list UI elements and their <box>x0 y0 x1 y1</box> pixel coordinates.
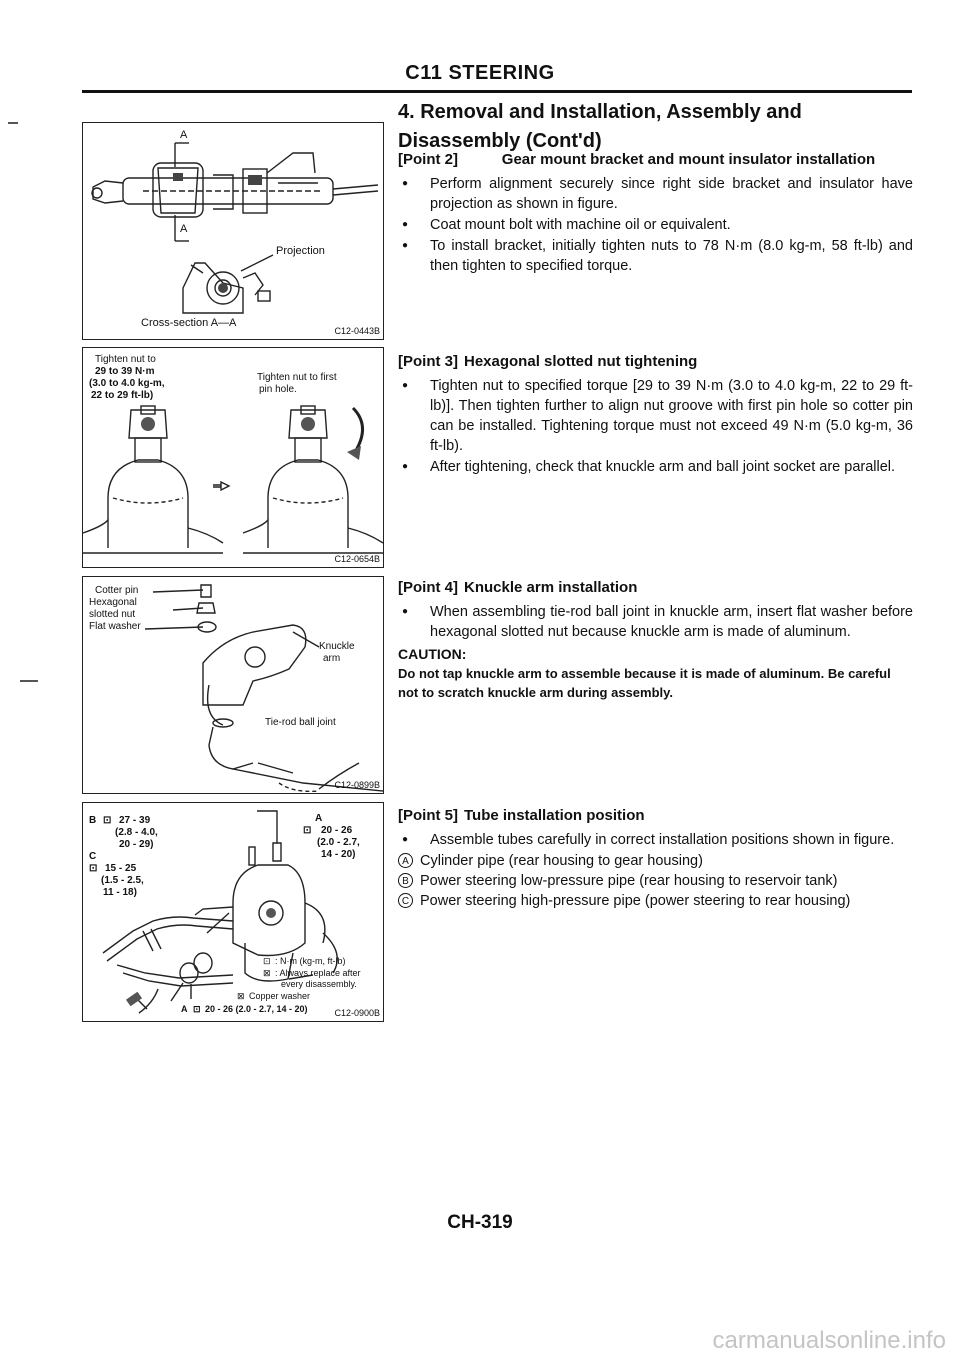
label-a-value-1: 20 - 26 <box>321 825 353 836</box>
letter-badge: C <box>398 893 413 908</box>
item-text: Cylinder pipe (rear housing to gear housing) <box>420 853 703 869</box>
figure-knuckle-arm <box>82 576 384 794</box>
caution-heading: CAUTION: <box>398 646 467 662</box>
label-hexagonal: Hexagonal <box>89 597 137 608</box>
watermark: carmanualsonline.info <box>712 1327 946 1354</box>
figure-code: C12-0654B <box>334 554 380 564</box>
section-point-2 <box>398 150 913 277</box>
point-label: [Point 5] <box>398 807 458 824</box>
header-rule <box>82 90 912 93</box>
list-item: ● When assembling tie-rod ball joint in knuckle arm, insert flat washer before hexagonal slotted nut because knuckle arm is made of aluminum. <box>398 602 913 642</box>
section-point-3 <box>398 352 913 478</box>
figure-tube-installation <box>82 802 384 1022</box>
point-title: Tube installation position <box>464 807 645 824</box>
list-item: ● Perform alignment securely since right side bracket and insulator have projection as shown in figure. <box>398 174 913 214</box>
label-tighten-first: Tighten nut to first <box>257 372 337 383</box>
section-main-title: 4. Removal and Installation, Assembly and Disassembly (Cont'd) <box>398 101 802 152</box>
section-title <box>398 806 913 826</box>
legend-torque-unit: : N·m (kg-m, ft-lb) <box>275 956 346 966</box>
legend-copper-washer: Copper washer <box>249 991 311 1001</box>
item-text: Power steering low-pressure pipe (rear housing to reservoir tank) <box>420 873 838 889</box>
label-flat-washer: Flat washer <box>89 621 141 632</box>
bullet-list <box>398 602 913 642</box>
torque-icon: ⊡ <box>89 863 98 874</box>
section-point-4 <box>398 578 913 702</box>
label-cotter-pin: Cotter pin <box>95 585 139 596</box>
caution-text: Do not tap knuckle arm to assemble because it is made of aluminum. Be careful not to scratch knuckle arm during assembly. <box>398 666 891 700</box>
label-bottom-value: 20 - 26 (2.0 - 2.7, 14 - 20) <box>205 1004 308 1014</box>
list-item <box>398 851 913 871</box>
list-item: ● Tighten nut to specified torque [29 to 39 N·m (3.0 to 4.0 kg-m, 22 to 29 ft-lb)]. Then tighten further to align nut groove with first pin hole so cotter pin can be installed. Tightening torque must not exceed 49 N·m (5.0 kg-m, 36 ft-lb). <box>398 376 913 456</box>
list-item: ● Assemble tubes carefully in correct installation positions shown in figure. <box>398 830 913 850</box>
margin-mark <box>20 680 38 682</box>
letter-badge: A <box>398 853 413 868</box>
label-c-value-3: 11 - 18) <box>103 887 137 898</box>
figure-code: C12-0443B <box>334 326 380 336</box>
section-title <box>398 150 913 170</box>
bullet-list <box>398 174 913 276</box>
label-projection: Projection <box>276 245 325 257</box>
label-tighten-nut: Tighten nut to <box>95 354 156 365</box>
label-torque-kgm: (3.0 to 4.0 kg-m, <box>89 378 165 389</box>
label-b-value-2: (2.8 - 4.0, <box>115 827 158 838</box>
label-section-a-bottom: A <box>180 223 188 235</box>
torque-icon: ⊡ <box>263 956 271 966</box>
figure-nut-tightening <box>82 347 384 568</box>
label-arm: arm <box>323 653 341 664</box>
margin-mark <box>8 122 18 124</box>
label-c-letter: C <box>89 851 97 862</box>
label-torque-ftlb: 22 to 29 ft-lb) <box>91 390 154 401</box>
list-item <box>398 891 913 911</box>
torque-icon: ⊡ <box>193 1004 201 1014</box>
torque-icon: ⊡ <box>103 815 112 826</box>
point-label: [Point 3] <box>398 353 458 370</box>
label-section-a-top: A <box>180 129 188 141</box>
figure-code: C12-0899B <box>334 780 380 790</box>
label-a-letter: A <box>315 813 323 824</box>
bullet-list <box>398 376 913 477</box>
list-item: ● Coat mount bolt with machine oil or equivalent. <box>398 215 913 235</box>
legend-replace-1: : Always replace after <box>275 968 361 978</box>
point-label: [Point 4] <box>398 579 458 596</box>
label-c-value-2: (1.5 - 2.5, <box>101 875 144 886</box>
figure-code: C12-0900B <box>334 1008 380 1018</box>
section-point-5 <box>398 806 913 911</box>
label-slotted-nut: slotted nut <box>89 609 136 620</box>
point-title: Knuckle arm installation <box>464 579 638 596</box>
label-torque-nm: 29 to 39 N·m <box>95 366 155 377</box>
label-b-value-1: 27 - 39 <box>119 815 151 826</box>
torque-icon: ⊡ <box>303 825 312 836</box>
mount-bracket-illustration <box>83 123 385 341</box>
replace-icon: ⊠ <box>263 968 271 978</box>
label-c-value-1: 15 - 25 <box>105 863 137 874</box>
figure-mount-bracket <box>82 122 384 340</box>
item-text: Power steering high-pressure pipe (power steering to rear housing) <box>420 893 851 909</box>
label-pin-hole: pin hole. <box>259 384 297 395</box>
section-title <box>398 578 913 598</box>
label-cross-section: Cross-section A—A <box>141 317 237 329</box>
point-label: [Point 2] <box>398 151 458 168</box>
point-title: Hexagonal slotted nut tightening <box>464 353 698 370</box>
list-item: ● To install bracket, initially tighten nuts to 78 N·m (8.0 kg-m, 58 ft-lb) and then tighten to specified torque. <box>398 236 913 276</box>
legend-replace-2: every disassembly. <box>281 979 357 989</box>
bullet-list <box>398 830 913 850</box>
copper-washer-icon: ⊠ <box>237 991 245 1001</box>
tube-list <box>398 851 913 911</box>
point-title: Gear mount bracket and mount insulator installation <box>501 151 876 168</box>
list-item <box>398 871 913 891</box>
label-a-value-3: 14 - 20) <box>321 849 356 860</box>
page-number: CH-319 <box>447 1212 513 1233</box>
label-bottom-a-letter: A <box>181 1004 188 1014</box>
list-item: ● After tightening, check that knuckle arm and ball joint socket are parallel. <box>398 457 913 477</box>
page-header-title: C11 STEERING <box>405 62 555 84</box>
label-b-letter: B <box>89 815 97 826</box>
section-title <box>398 352 913 372</box>
label-tie-rod: Tie-rod ball joint <box>265 717 336 728</box>
letter-badge: B <box>398 873 413 888</box>
label-b-value-3: 20 - 29) <box>119 839 154 850</box>
label-knuckle: Knuckle <box>319 641 355 652</box>
label-a-value-2: (2.0 - 2.7, <box>317 837 360 848</box>
